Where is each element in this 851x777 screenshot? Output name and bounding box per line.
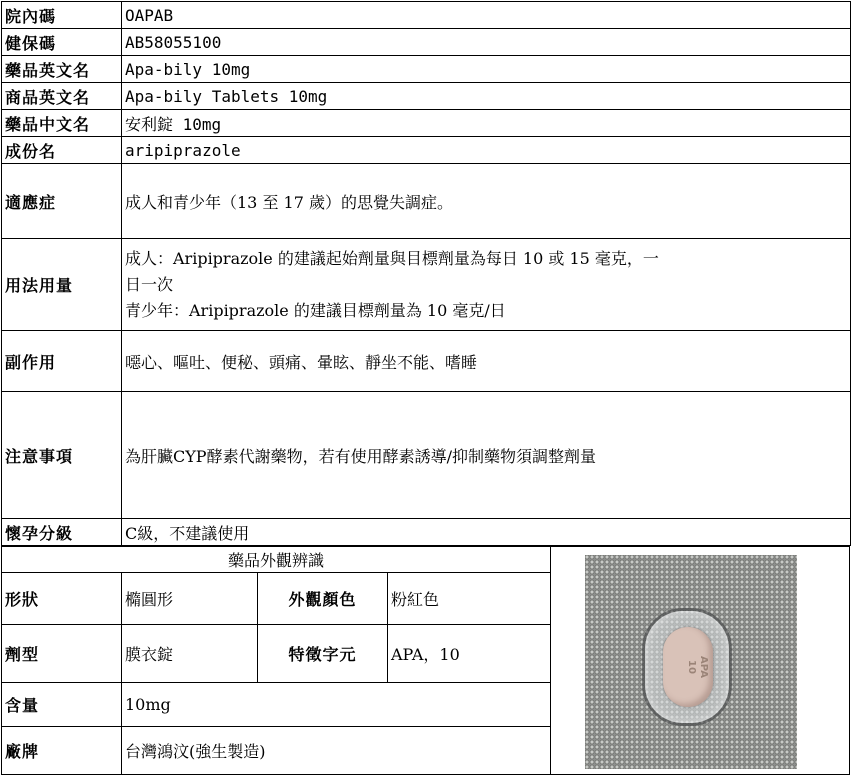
tablet-imprint: APA 10 <box>686 656 709 678</box>
row-dosage <box>2 239 851 331</box>
strength-value: 10mg <box>122 683 551 727</box>
drug-zh-name-label: 藥品中文名 <box>2 110 122 137</box>
maker-label: 廠牌 <box>2 727 122 775</box>
row-side-effects <box>2 331 851 392</box>
row-indication <box>2 164 851 239</box>
pregnancy-value: C級，不建議使用 <box>122 519 851 546</box>
precautions-value: 為肝臟CYP酵素代謝藥物，若有使用酵素誘導/抑制藥物須調整劑量 <box>122 392 851 519</box>
shape-label: 形狀 <box>2 573 122 625</box>
side-effects-label: 副作用 <box>2 331 122 392</box>
side-effects-value: 噁心、嘔吐、便秘、頭痛、暈眩、靜坐不能、嗜睡 <box>122 331 851 392</box>
maker-value: 台灣鴻汶(強生製造) <box>122 727 551 775</box>
imprint-value: APA，10 <box>388 625 551 683</box>
brand-en-name-value: Apa-bily Tablets 10mg <box>122 83 851 110</box>
precautions-label: 注意事項 <box>2 392 122 519</box>
shape-value: 橢圓形 <box>122 573 258 625</box>
indication-value: 成人和青少年（13 至 17 歲）的思覺失調症。 <box>122 164 851 239</box>
indication-label: 適應症 <box>2 164 122 239</box>
maker-row <box>2 727 551 775</box>
hospital-code-value: OAPAB <box>122 2 851 29</box>
pregnancy-label: 懷孕分級 <box>2 519 122 546</box>
row-drug-en-name <box>2 56 851 83</box>
strength-label: 含量 <box>2 683 122 727</box>
appearance-table <box>1 546 551 775</box>
brand-en-name-label: 商品英文名 <box>2 83 122 110</box>
form-imprint-row <box>2 625 551 683</box>
appearance-header: 藥品外觀辨識 <box>2 547 551 573</box>
drug-zh-name-value: 安利錠 10mg <box>122 110 851 137</box>
color-label: 外觀顏色 <box>258 573 388 625</box>
shape-color-row <box>2 573 551 625</box>
drug-info-table <box>1 1 851 546</box>
photo-cell <box>549 546 850 775</box>
imprint-label: 特徵字元 <box>258 625 388 683</box>
row-pregnancy <box>2 519 851 546</box>
row-nhi-code <box>2 29 851 56</box>
appearance-header-row <box>2 547 551 573</box>
dosage-line-1: 成人：Aripiprazole 的建議起始劑量與目標劑量為每日 10 或 15 毫克，一 <box>125 248 659 268</box>
row-brand-en-name <box>2 83 851 110</box>
drug-en-name-label: 藥品英文名 <box>2 56 122 83</box>
row-ingredient <box>2 137 851 164</box>
ingredient-value: aripiprazole <box>122 137 851 164</box>
ingredient-label: 成份名 <box>2 137 122 164</box>
color-value: 粉紅色 <box>388 573 551 625</box>
row-hospital-code <box>2 2 851 29</box>
nhi-code-label: 健保碼 <box>2 29 122 56</box>
dosage-line-3: 青少年：Aripiprazole 的建議目標劑量為 10 毫克/日 <box>125 300 506 320</box>
dosage-line-2: 日一次 <box>125 274 174 294</box>
dosage-value <box>122 239 851 331</box>
row-precautions <box>2 392 851 519</box>
hospital-code-label: 院內碼 <box>2 2 122 29</box>
row-drug-zh-name <box>2 110 851 137</box>
dosage-label: 用法用量 <box>2 239 122 331</box>
form-value: 膜衣錠 <box>122 625 258 683</box>
tablet-photo <box>585 555 797 769</box>
strength-row <box>2 683 551 727</box>
form-label: 劑型 <box>2 625 122 683</box>
drug-en-name-value: Apa-bily 10mg <box>122 56 851 83</box>
nhi-code-value: AB58055100 <box>122 29 851 56</box>
